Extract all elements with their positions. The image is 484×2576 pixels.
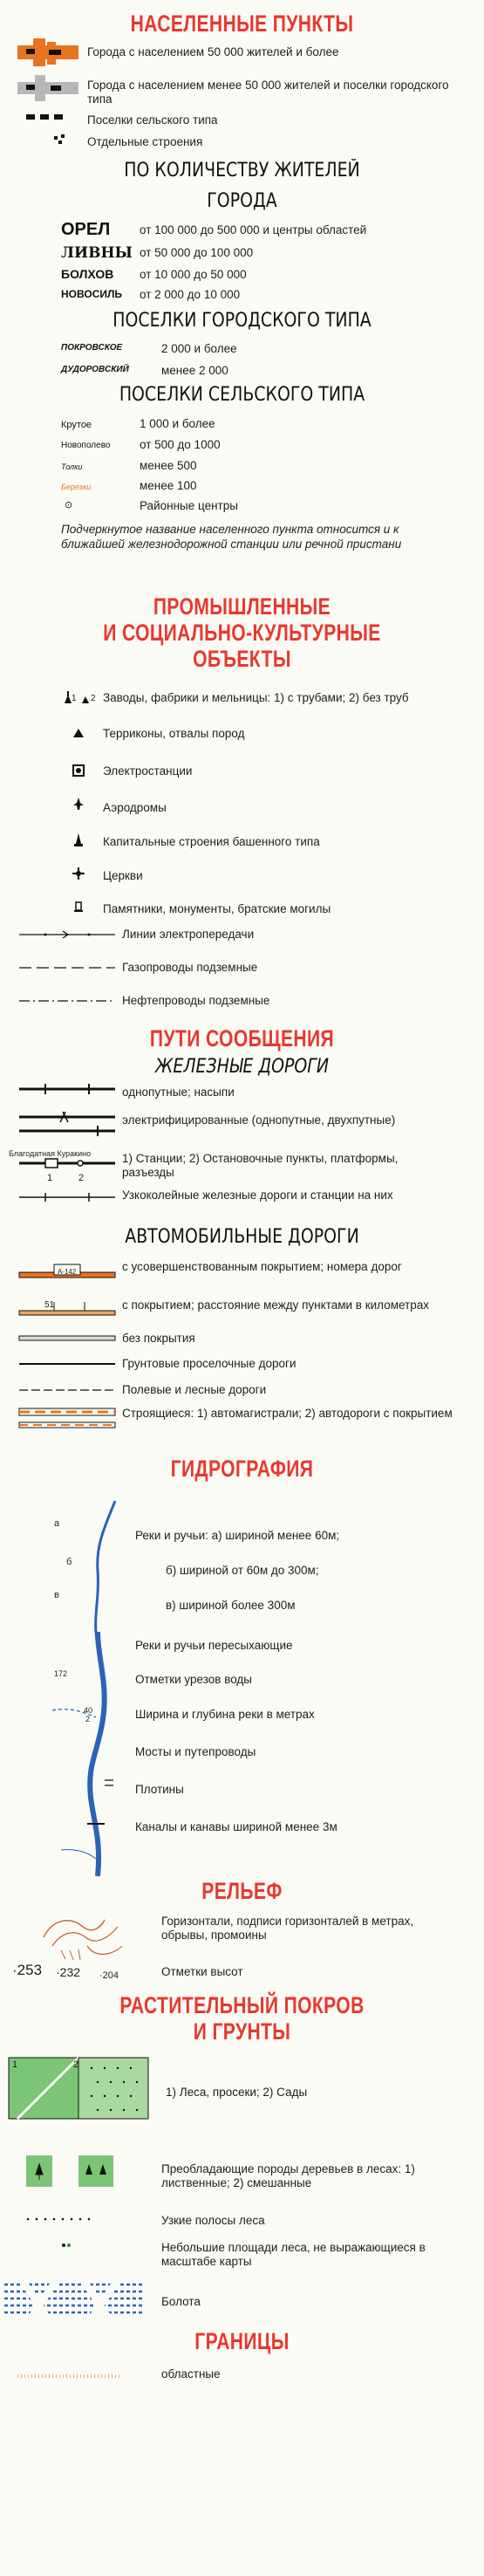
legend-gas-pipeline: Газопроводы подземные [122,961,258,974]
subtitle-railways: ЖЕЛЕЗНЫЕ ДОРОГИ [154,1056,329,1078]
station-names: Благодатная Куракино [9,1149,92,1158]
legend-big-city: Города с населением 50 000 жителей и более [87,45,339,58]
section-title-vegetation-1: РАСТИТЕЛЬНЫЙ ПОКРОВ [119,1992,365,2018]
river-icon [44,1501,122,1876]
monument-icon [74,902,83,913]
rural-desc-0: 1 000 и более [140,417,215,430]
rural-desc-3: менее 100 [140,479,197,492]
water-mark: 172 [54,1669,68,1678]
legend-heights: Отметки высот [161,1965,243,1978]
railway-single-icon [19,1082,115,1096]
subtitle-by-population: ПО КОЛИЧЕСТВУ ЖИТЕЛЕЙ [124,160,360,182]
legend-dams: Плотины [135,1783,184,1796]
settlements-note: Подчеркнутое название населенного пункта относится и к ближайшей железнодорожной станции или речной пристани [61,523,402,551]
section-title-borders: ГРАНИЦЫ [194,2328,290,2354]
city-example-3: НОВОСИЛЬ [61,288,123,300]
factory-marker-2: 2 [91,694,96,703]
legend-forest-strip: Узкие полосы леса [161,2214,265,2227]
rural-example-0: Крутое [61,420,92,430]
legend-tower: Капитальные строения башенного типа [103,835,320,848]
rural-desc-1: от 500 до 1000 [140,438,221,451]
spoil-heap-icon [73,729,84,737]
station-num-1: 1 [47,1173,53,1183]
legend-region-border: областные [161,2367,221,2381]
river-label-b: б [66,1557,72,1567]
legend-power-line: Линии электропередачи [122,928,255,941]
contour-icon [35,1911,140,1963]
section-title-routes: ПУТИ СООБЩЕНИЯ [149,1025,335,1052]
width-depth-top: 40 [84,1706,93,1715]
legend-road-construction: Строящиеся: 1) автомагистрали; 2) автодороги с покрытием [122,1407,453,1420]
power-station-icon [72,764,85,778]
legend-narrow-gauge: Узкоколейные железные дороги и станции на них [122,1189,393,1202]
section-title-industrial-3: ОБЪЕКТЫ [193,646,291,672]
section-title-industrial-1: ПРОМЫШЛЕННЫЕ [153,593,331,620]
railway-electric-icon [19,1110,115,1138]
road-construction-icon [19,1407,115,1433]
rural-desc-4: Районные центры [140,499,238,512]
power-line-icon [19,930,115,939]
factory-marker-1: 1 [72,694,77,703]
urban-example-0: ПОКРОВСКОЕ [61,343,123,353]
legend-forest: 1) Леса, просеки; 2) Сады [166,2086,308,2099]
height-mark-2: ·204 [99,1970,119,1981]
rural-example-3: Березки [61,483,92,491]
width-depth-bottom: 2 [85,1715,91,1723]
field-road-icon [19,1387,115,1393]
small-forest-icon [61,2241,72,2250]
subtitle-rural: ПОСЕЛКИ СЕЛЬСКОГО ТИПА [119,384,365,406]
height-mark-1: ·232 [56,1965,81,1979]
district-center-icon: ⊙ [65,500,73,510]
gas-pipeline-icon [19,963,115,972]
legend-railway-electric: электрифицированные (однопутные, двухпутные) [122,1113,396,1127]
legend-water-marks: Отметки урезов воды [135,1673,253,1686]
road-unpaved-icon [19,1335,115,1342]
airfield-icon [73,798,84,812]
legend-river-a: Реки и ручьи: а) шириной менее 60м; [135,1529,340,1542]
legend-dirt-road: Грунтовые проселочные дороги [122,1357,297,1370]
legend-power-station: Электростанции [103,764,193,778]
region-border-icon [17,2372,122,2381]
legend-small-city: Города с населением менее 50 000 жителей и поселки городского типа [87,79,449,106]
legend-monument: Памятники, монументы, братские могилы [103,902,331,915]
city-example-0: ОРЕЛ [61,220,111,239]
city-desc-3: от 2 000 до 10 000 [140,288,241,301]
city-desc-1: от 50 000 до 100 000 [140,246,254,259]
legend-river-v: в) шириной более 300м [166,1599,296,1612]
rural-example-2: Толки [61,462,83,471]
tower-icon [73,833,84,847]
big-city-symbol [17,38,78,66]
dirt-road-icon [19,1361,115,1367]
road-km: 51 [44,1300,55,1310]
legend-factory: Заводы, фабрики и мельницы: 1) с трубами; 2) без труб [103,691,409,704]
legend-station: 1) Станции; 2) Остановочные пункты, платформы, разъезды [122,1152,399,1179]
section-title-industrial-2: И СОЦИАЛЬНО-КУЛЬТУРНЫЕ [103,620,381,646]
swamp-icon [4,2279,148,2319]
rural-desc-2: менее 500 [140,459,197,472]
section-title-vegetation-2: И ГРУНТЫ [193,2018,291,2045]
legend-village: Поселки сельского типа [87,113,218,127]
river-label-v: в [54,1590,59,1600]
small-city-symbol [17,75,78,101]
river-label-a: а [54,1518,60,1529]
station-icon [19,1157,115,1169]
tree-type-icon [26,2155,131,2189]
section-title-settlements: НАСЕЛЕННЫЕ ПУНКТЫ [130,10,354,37]
building-symbol [54,134,68,145]
church-icon [72,867,85,880]
legend-airfield: Аэродромы [103,801,167,814]
legend-road-improved: с усовершенствованным покрытием; номера дорог [122,1260,402,1273]
legend-river-b: б) шириной от 60м до 300м; [166,1564,319,1577]
section-title-hydro: ГИДРОГРАФИЯ [170,1456,314,1482]
height-mark-0: ·253 [12,1962,43,1978]
legend-contours: Горизонтали, подписи горизонталей в метрах, обрывы, промоины [161,1915,414,1942]
village-symbol [26,112,78,124]
legend-building: Отдельные строения [87,135,203,148]
legend-road-paved: с покрытием; расстояние между пунктами в километрах [122,1298,430,1312]
legend-small-forest: Небольшие площади леса, не выражающиеся в масштабе карты [161,2241,426,2268]
legend-church: Церкви [103,869,143,882]
legend-dry-river: Реки и ручьи пересыхающие [135,1639,293,1652]
forest-num-1: 1 [12,2059,18,2070]
section-title-relief: РЕЛЬЕФ [201,1878,283,1904]
forest-num-2: 2 [73,2059,79,2070]
urban-desc-1: менее 2 000 [161,364,228,377]
road-number: A-142 [58,1268,77,1276]
city-example-2: БОЛХОВ [61,267,114,281]
legend-railway-single: однопутные; насыпи [122,1086,235,1099]
city-desc-2: от 10 000 до 50 000 [140,268,247,281]
legend-width-depth: Ширина и глубина реки в метрах [135,1708,315,1721]
city-desc-0: от 100 000 до 500 000 и центры областей [140,223,367,236]
station-num-2: 2 [78,1173,85,1183]
subtitle-highways: АВТОМОБИЛЬНЫЕ ДОРОГИ [125,1226,359,1248]
legend-canals: Каналы и канавы шириной менее 3м [135,1820,337,1833]
legend-road-unpaved: без покрытия [122,1332,195,1345]
city-example-1: ЛИВНЫ [61,244,133,262]
urban-desc-0: 2 000 и более [161,342,237,355]
road-paved-icon [19,1300,115,1319]
narrow-gauge-icon [19,1190,115,1204]
legend-swamp: Болота [161,2295,201,2308]
legend-bridges: Мосты и путепроводы [135,1745,256,1758]
legend-field-road: Полевые и лесные дороги [122,1383,267,1396]
subtitle-urban: ПОСЕЛКИ ГОРОДСКОГО ТИПА [112,310,372,332]
forest-strip-icon [26,2216,96,2222]
legend-tree-types: Преобладающие породы деревьев в лесах: 1) лиственные; 2) смешанные [161,2162,415,2189]
subtitle-cities: ГОРОДА [207,190,277,212]
legend-spoil-heap: Терриконы, отвалы пород [103,727,245,740]
urban-example-1: ДУДОРОВСКИЙ [61,365,129,374]
oil-pipeline-icon [19,997,115,1005]
rural-example-1: Новополево [61,441,111,450]
legend-oil-pipeline: Нефтепроводы подземные [122,994,270,1007]
